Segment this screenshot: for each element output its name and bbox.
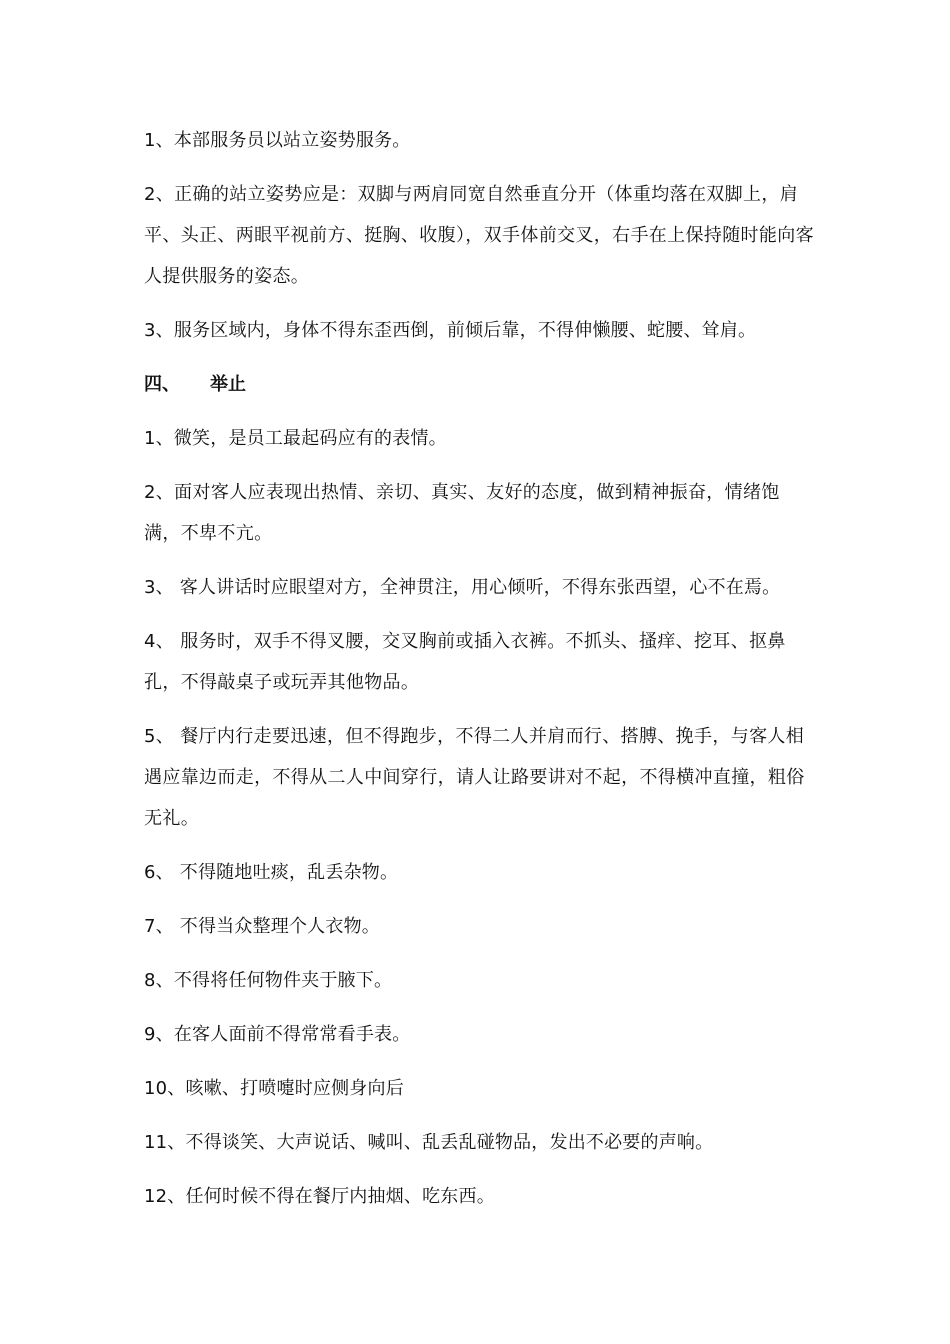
standing-item-3: 3、服务区域内，身体不得东歪西倒，前倾后靠，不得伸懒腰、蛇腰、耸肩。 xyxy=(144,320,757,341)
conduct-item-8: 8、不得将任何物件夹于腋下。 xyxy=(144,970,393,991)
conduct-item-2: 2、面对客人应表现出热情、亲切、真实、友好的态度，做到精神振奋，情绪饱满，不卑不亢。 xyxy=(144,482,780,544)
conduct-item-6: 6、 不得随地吐痰，乱丢杂物。 xyxy=(144,862,399,883)
conduct-item-10: 10、咳嗽、打喷嚏时应侧身向后 xyxy=(144,1078,404,1099)
conduct-item-7: 7、 不得当众整理个人衣物。 xyxy=(144,916,380,937)
conduct-item-5: 5、 餐厅内行走要迅速，但不得跑步，不得二人并肩而行、搭膊、挽手，与客人相遇应靠边而走，不得从二人中间穿行，请人让路要讲对不起，不得横冲直撞，粗俗无礼。 xyxy=(144,726,805,829)
conduct-item-11: 11、不得谈笑、大声说话、喊叫、乱丢乱碰物品，发出不必要的声响。 xyxy=(144,1132,714,1153)
conduct-item-9: 9、在客人面前不得常常看手表。 xyxy=(144,1024,411,1045)
section-title: 举止 xyxy=(210,374,246,395)
conduct-item-3: 3、 客人讲话时应眼望对方，全神贯注，用心倾听，不得东张西望，心不在焉。 xyxy=(144,577,781,598)
conduct-item-1: 1、微笑，是员工最起码应有的表情。 xyxy=(144,428,447,449)
standing-item-1: 1、本部服务员以站立姿势服务。 xyxy=(144,130,411,151)
conduct-item-4: 4、 服务时，双手不得叉腰，交叉胸前或插入衣裤。不抓头、搔痒、挖耳、抠鼻孔，不得敲桌子或玩弄其他物品。 xyxy=(144,631,786,693)
standing-item-2: 2、正确的站立姿势应是：双脚与两肩同宽自然垂直分开（体重均落在双脚上，肩平、头正、两眼平视前方、挺胸、收腹），双手体前交叉，右手在上保持随时能向客人提供服务的姿态。 xyxy=(144,184,814,287)
section-heading xyxy=(144,364,814,405)
section-number: 四、 xyxy=(144,374,180,395)
conduct-item-12: 12、任何时候不得在餐厅内抽烟、吃东西。 xyxy=(144,1186,495,1207)
document-body xyxy=(144,120,814,1230)
